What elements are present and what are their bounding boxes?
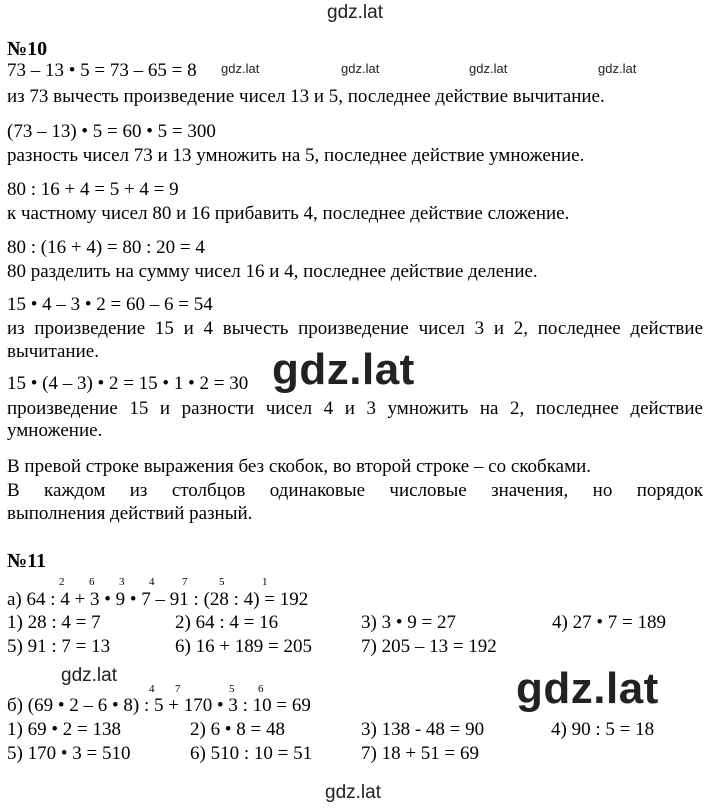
ex10-explanation-5-end: вычитание. [7,341,99,362]
watermark-small: gdz.lat [598,61,637,76]
order-number: 5 [229,683,235,695]
ex10-explanation-5: из произведение 15 и 4 вычесть произведение чисел 3 и 2, последнее действие [7,318,703,339]
ex10-conclusion-1: В превой строке выражения без скобок, во второй строке – со скобками. [7,456,592,477]
watermark-small: gdz.lat [341,61,380,76]
ex10-explanation-6: произведение 15 и разности чисел 4 и 3 умножить на 2, последнее действие [7,398,703,419]
order-number: 7 [182,576,188,588]
ex10-expression-5: 15 • 4 – 3 • 2 = 60 – 6 = 54 [7,294,213,315]
watermark-large: gdz.lat [272,345,415,394]
order-number: 7 [175,683,181,695]
ex11-a-step-3: 3) 3 • 9 = 27 [361,612,456,633]
order-number: 6 [258,683,264,695]
ex11-a-step-5: 5) 91 : 7 = 13 [7,636,111,657]
order-number: 1 [262,576,268,588]
ex11-b-step-3: 3) 138 - 48 = 90 [361,719,485,740]
ex11-b-step-5: 5) 170 • 3 = 510 [7,743,131,764]
ex10-explanation-6-end: умножение. [7,420,103,441]
watermark-top: gdz.lat [327,2,383,23]
ex11-a-step-1: 1) 28 : 4 = 7 [7,612,101,633]
ex11-b-step-6: 6) 510 : 10 = 51 [190,743,313,764]
order-number: 4 [149,683,155,695]
ex10-expression-1: 73 – 13 • 5 = 73 – 65 = 8 [7,60,197,81]
exercise-10-title: №10 [7,38,48,60]
ex11-b-step-7: 7) 18 + 51 = 69 [361,743,480,764]
order-number: 5 [219,576,225,588]
order-number: 2 [59,576,65,588]
ex10-expression-3: 80 : 16 + 4 = 5 + 4 = 9 [7,179,179,200]
order-number: 6 [89,576,95,588]
ex11-b-step-4: 4) 90 : 5 = 18 [551,719,655,740]
watermark-small: gdz.lat [469,61,508,76]
ex11-a-expression: а) 64 : 4 + 3 • 9 • 7 – 91 : (28 : 4) = 192 [7,589,309,610]
ex10-expression-4: 80 : (16 + 4) = 80 : 20 = 4 [7,237,205,258]
ex11-a-step-2: 2) 64 : 4 = 16 [175,612,279,633]
watermark-small: gdz.lat [221,61,260,76]
exercise-11-title: №11 [7,550,46,572]
ex10-conclusion-2: В каждом из столбцов одинаковые числовые значения, но порядок [7,480,703,501]
ex11-b-expression: б) (69 • 2 – 6 • 8) : 5 + 170 • 3 : 10 = 69 [7,695,311,716]
ex10-expression-2: (73 – 13) • 5 = 60 • 5 = 300 [7,121,216,142]
ex11-a-step-7: 7) 205 – 13 = 192 [361,636,497,657]
watermark-large: gdz.lat [516,664,659,713]
watermark-medium: gdz.lat [61,665,117,686]
ex11-b-step-2: 2) 6 • 8 = 48 [190,719,285,740]
order-number: 4 [149,576,155,588]
ex10-conclusion-2-end: выполнения действий разный. [7,503,253,524]
ex10-explanation-2: разность чисел 73 и 13 умножить на 5, последнее действие умножение. [7,145,585,166]
ex10-explanation-1: из 73 вычесть произведение чисел 13 и 5, последнее действие вычитание. [7,86,605,107]
ex10-explanation-3: к частному чисел 80 и 16 прибавить 4, последнее действие сложение. [7,203,570,224]
ex10-explanation-4: 80 разделить на сумму чисел 16 и 4, последнее действие деление. [7,261,538,282]
ex11-a-step-6: 6) 16 + 189 = 205 [175,636,313,657]
watermark-bottom: gdz.lat [325,782,381,803]
order-number: 3 [119,576,125,588]
ex10-expression-6: 15 • (4 – 3) • 2 = 15 • 1 • 2 = 30 [7,373,249,394]
ex11-b-step-1: 1) 69 • 2 = 138 [7,719,121,740]
ex11-a-step-4: 4) 27 • 7 = 189 [552,612,666,633]
